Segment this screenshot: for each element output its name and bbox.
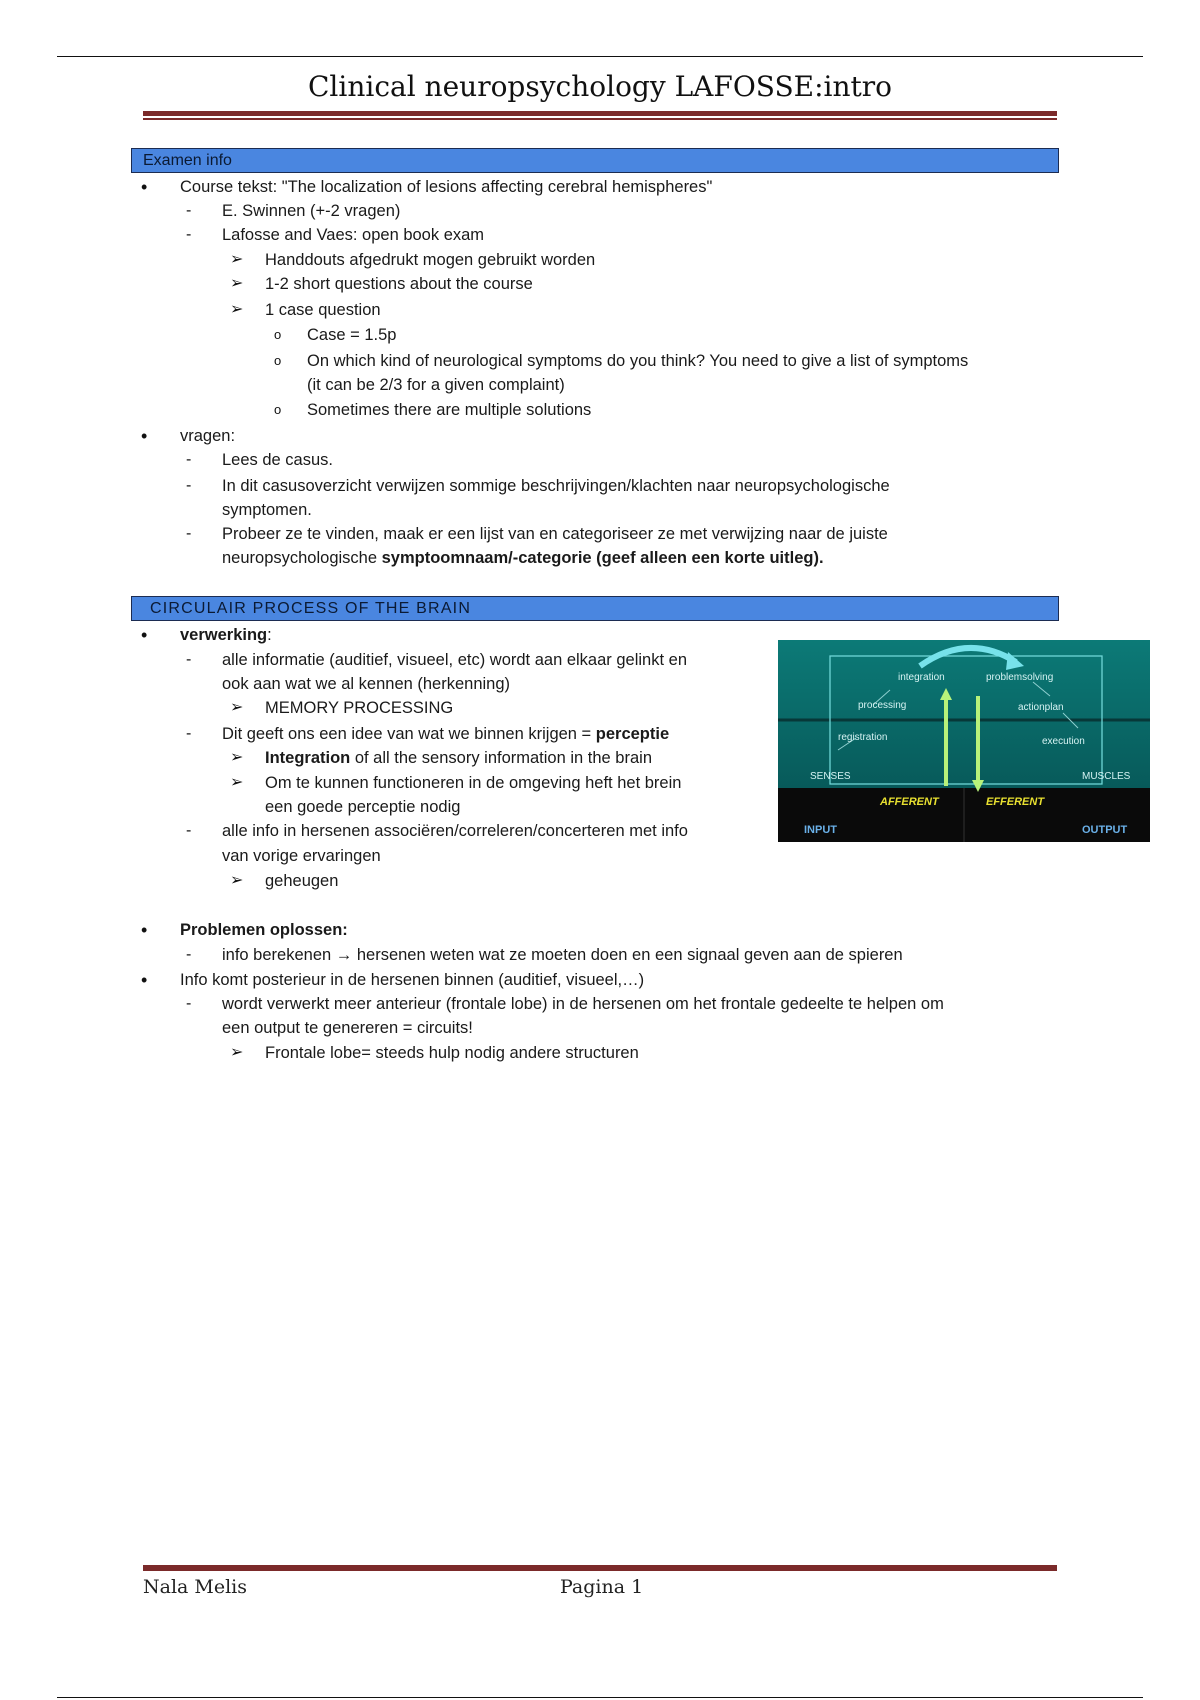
bullet-marker: • — [141, 177, 148, 197]
short-questions-item: 1-2 short questions about the course — [265, 275, 533, 293]
label-problemsolving: problemsolving — [986, 672, 1054, 683]
dash-marker: - — [186, 477, 192, 494]
dash-marker: - — [186, 995, 192, 1012]
dash-marker: - — [186, 226, 192, 243]
dash-marker: - — [186, 946, 192, 963]
arrow-marker: ➢ — [230, 872, 244, 889]
case-points-item: Case = 1.5p — [307, 326, 397, 344]
functioneren-item: Om te kunnen functioneren in de omgeving heft het brein — [265, 774, 682, 792]
integration-item — [265, 746, 652, 770]
label-actionplan: actionplan — [1018, 702, 1064, 713]
posterieur-item: Info komt posterieur in de hersenen binnen (auditief, visueel,…) — [180, 971, 645, 989]
diagram-teal-area — [778, 640, 1150, 788]
dash-marker: - — [186, 202, 192, 219]
label-integration: integration — [898, 672, 945, 683]
label-output: OUTPUT — [1082, 824, 1128, 836]
vragen-item: vragen: — [180, 427, 236, 445]
arrow-marker: ➢ — [230, 301, 244, 318]
anterieur-item-cont: een output te genereren = circuits! — [222, 1019, 473, 1037]
circle-marker: o — [274, 353, 282, 368]
bullet-marker: • — [141, 625, 148, 645]
section-heading-examen-info: Examen info — [131, 148, 1059, 173]
multiple-solutions-item: Sometimes there are multiple solutions — [307, 401, 592, 419]
geheugen-item: geheugen — [265, 872, 339, 890]
handouts-item: Handdouts afgedrukt mogen gebruikt worden — [265, 251, 596, 269]
verwerking-colon: : — [267, 626, 272, 644]
frontale-lobe-item: Frontale lobe= steeds hulp nodig andere structuren — [265, 1044, 639, 1062]
label-execution: execution — [1042, 736, 1085, 747]
section-heading-circulair-process: CIRCULAIR PROCESS OF THE BRAIN — [131, 596, 1059, 621]
associeren-item: alle info in hersenen associëren/correleren/concerteren met info — [222, 822, 688, 840]
lafosse-item: Lafosse and Vaes: open book exam — [222, 226, 485, 244]
verwerking-item — [180, 623, 272, 647]
label-input: INPUT — [804, 824, 837, 836]
footer-page-number: Pagina 1 — [560, 1576, 644, 1598]
arrow-marker: ➢ — [230, 699, 244, 716]
arrow-marker: ➢ — [230, 275, 244, 292]
title-rule — [143, 111, 1057, 116]
dash-marker: - — [186, 651, 192, 668]
label-afferent: AFFERENT — [880, 796, 939, 808]
problemen-item — [180, 918, 348, 942]
right-arrow-icon: → — [335, 946, 353, 964]
circle-marker: o — [274, 402, 282, 417]
casusoverzicht-item: In dit casusoverzicht verwijzen sommige beschrijvingen/klachten naar neuropsychologische — [222, 477, 890, 495]
dash-marker: - — [186, 725, 192, 742]
perceptie-item — [222, 722, 669, 746]
probeer-bold-text: symptoomnaam/-categorie (geef alleen een korte uitleg). — [381, 549, 824, 567]
anterieur-item: wordt verwerkt meer anterieur (frontale lobe) in de hersenen om het frontale gedeelte te helpen om — [222, 995, 944, 1013]
alle-informatie-item-cont: ook aan wat we al kennen (herkenning) — [222, 675, 511, 693]
memory-processing-item: MEMORY PROCESSING — [265, 699, 454, 717]
verwerking-label: verwerking — [180, 626, 268, 644]
arrow-marker: ➢ — [230, 749, 244, 766]
label-muscles: MUSCLES — [1082, 771, 1131, 782]
dash-marker: - — [186, 822, 192, 839]
problemen-label: Problemen oplossen: — [180, 921, 348, 939]
lees-item: Lees de casus. — [222, 451, 333, 469]
info-berekenen-text: info berekenen — [222, 946, 336, 964]
perceptie-bold: perceptie — [595, 725, 670, 743]
dash-marker: - — [186, 451, 192, 468]
page-title: Clinical neuropsychology LAFOSSE:intro — [308, 70, 892, 103]
page-top-rule — [57, 56, 1143, 57]
course-text-item: Course tekst: "The localization of lesions affecting cerebral hemispheres" — [180, 178, 713, 196]
title-rule-thin — [143, 118, 1057, 120]
label-registration: registration — [838, 732, 888, 743]
symptoms-item: On which kind of neurological symptoms do you think? You need to give a list of symptoms — [307, 352, 969, 370]
label-senses: SENSES — [810, 771, 851, 782]
case-question-item: 1 case question — [265, 301, 381, 319]
bullet-marker: • — [141, 426, 148, 446]
page-bottom-rule — [57, 1697, 1143, 1698]
perceptie-text: Dit geeft ons een idee van wat we binnen krijgen = — [222, 725, 596, 743]
probeer-item: Probeer ze te vinden, maak er een lijst van en categoriseer ze met verwijzing naar de juiste — [222, 525, 888, 543]
arrow-marker: ➢ — [230, 1044, 244, 1061]
casusoverzicht-item-cont: symptomen. — [222, 501, 312, 519]
footer-author: Nala Melis — [143, 1576, 247, 1598]
bullet-marker: • — [141, 920, 148, 940]
bullet-marker: • — [141, 970, 148, 990]
probeer-text: neuropsychologische — [222, 549, 382, 567]
circle-marker: o — [274, 327, 282, 342]
circular-process-diagram — [778, 640, 1150, 842]
dash-marker: - — [186, 525, 192, 542]
arrow-marker: ➢ — [230, 251, 244, 268]
functioneren-item-cont: een goede perceptie nodig — [265, 798, 461, 816]
alle-informatie-item: alle informatie (auditief, visueel, etc) wordt aan elkaar gelinkt en — [222, 651, 687, 669]
associeren-item-cont: van vorige ervaringen — [222, 847, 381, 865]
label-efferent: EFFERENT — [986, 796, 1045, 808]
arrow-marker: ➢ — [230, 774, 244, 791]
integration-bold: Integration — [265, 749, 351, 767]
label-processing: processing — [858, 700, 907, 711]
symptoms-item-cont: (it can be 2/3 for a given complaint) — [307, 376, 565, 394]
info-berekenen-rest: hersenen weten wat ze moeten doen en een signaal geven aan de spieren — [352, 946, 903, 964]
info-berekenen-item — [222, 943, 903, 967]
swinnen-item: E. Swinnen (+-2 vragen) — [222, 202, 401, 220]
footer-rule — [143, 1565, 1057, 1571]
integration-text: of all the sensory information in the brain — [350, 749, 652, 767]
probeer-item-cont — [222, 546, 824, 570]
